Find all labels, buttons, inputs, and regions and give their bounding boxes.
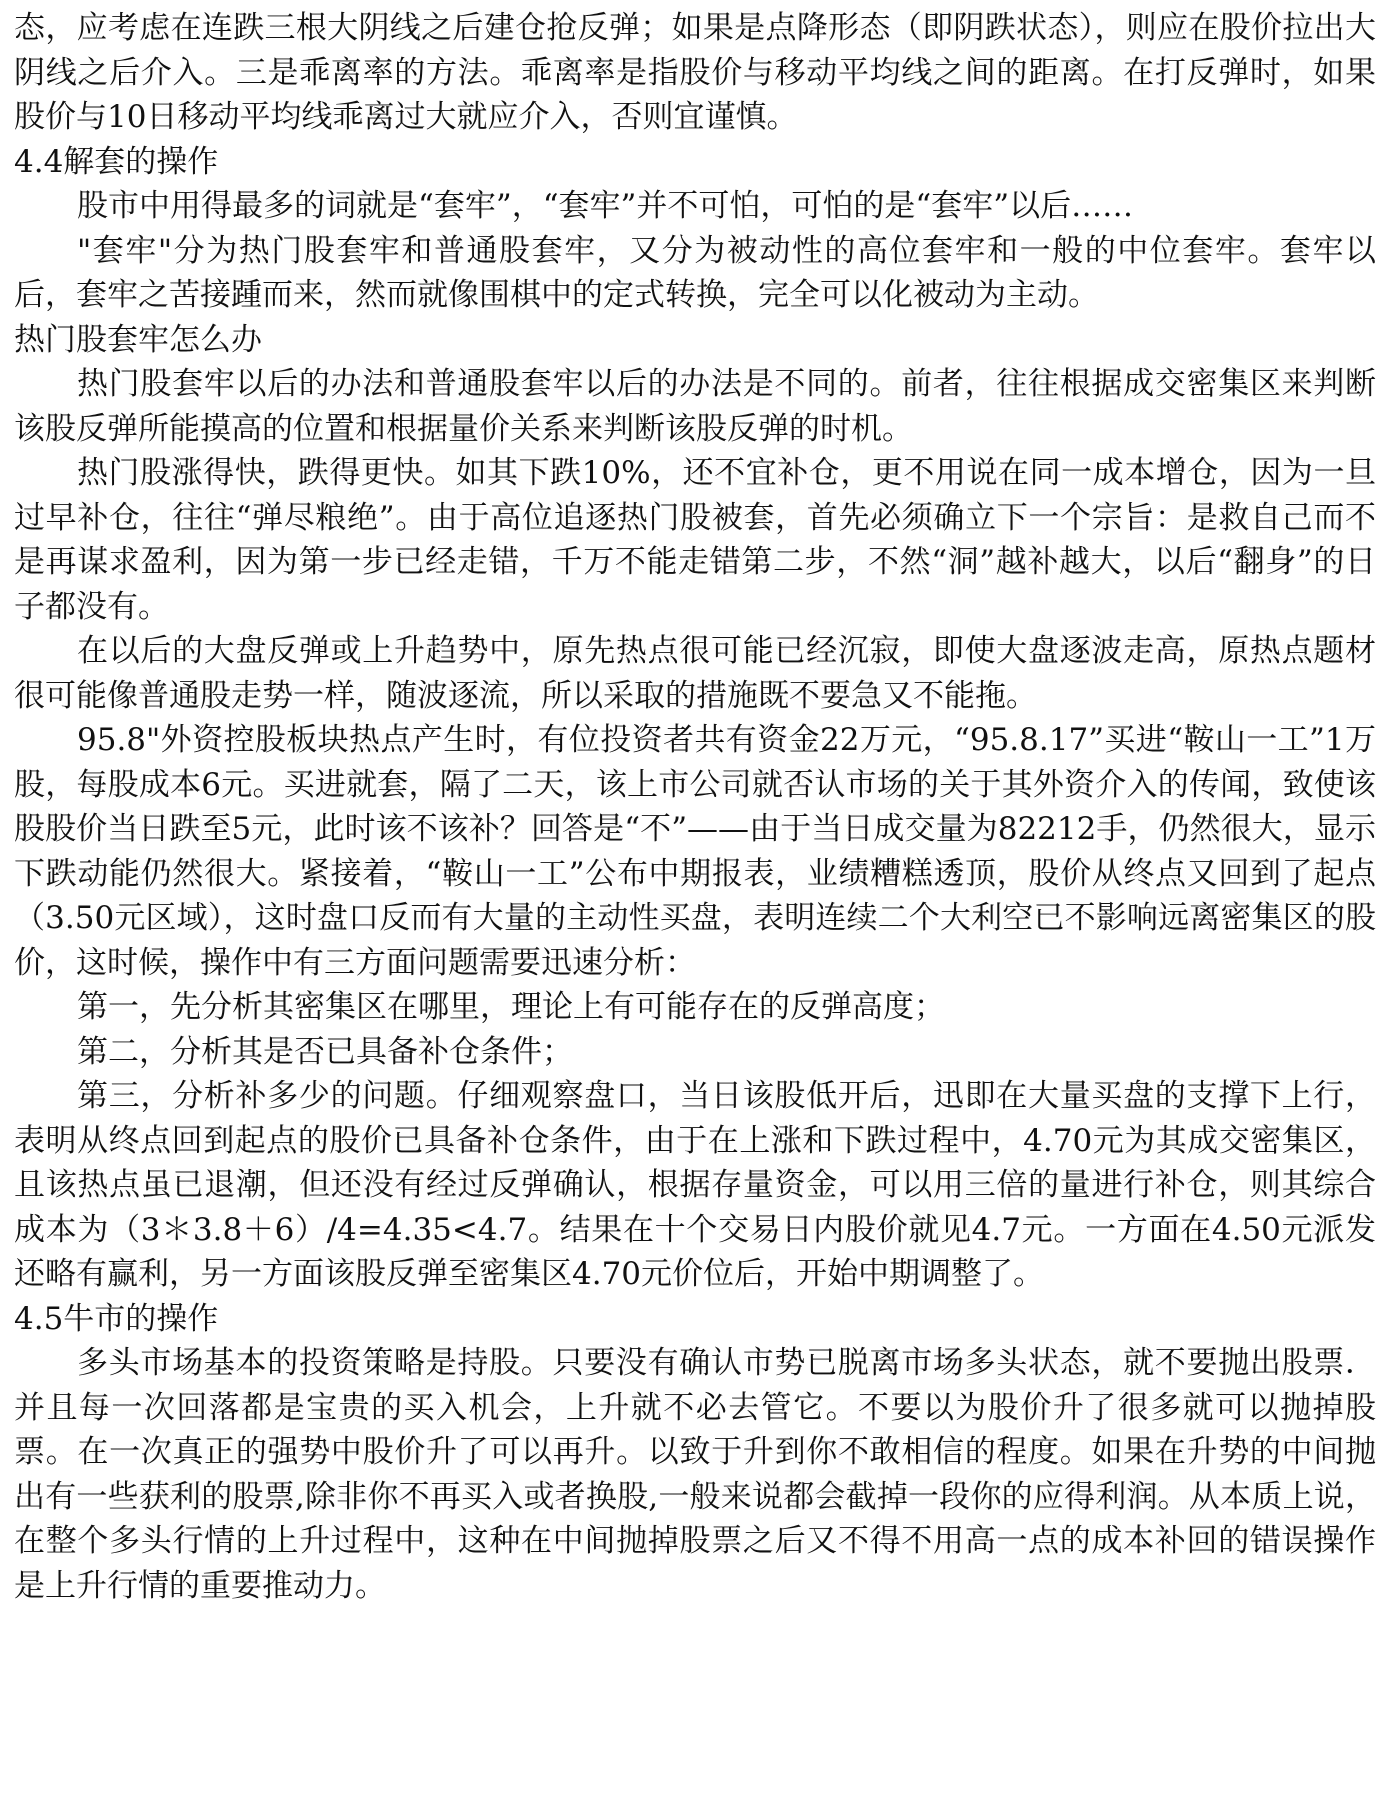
paragraph-continuation: 态，应考虑在连跌三根大阴线之后建仓抢反弹；如果是点降形态（即阴跌状态），则应在股价拉出大阴线之后介入。三是乖离率的方法。乖离率是指股价与移动平均线之间的距离。在打反弹时，如果股价与10日移动平均线乖离过大就应介入，否则宜谨慎。 xyxy=(14,10,1376,135)
paragraph: "套牢"分为热门股套牢和普通股套牢，又分为被动性的高位套牢和一般的中位套牢。套牢以后，套牢之苦接踵而来，然而就像围棋中的定式转换，完全可以化被动为主动。 xyxy=(14,232,1376,313)
paragraph: 股市中用得最多的词就是“套牢”，“套牢”并不可怕，可怕的是“套牢”以后…… xyxy=(77,188,1134,224)
paragraph: 第二，分析其是否已具备补仓条件； xyxy=(77,1033,573,1070)
document-page xyxy=(14,6,1376,1608)
subsection-heading: 热门股套牢怎么办 xyxy=(14,321,262,358)
section-heading-4-5: 4.5牛市的操作 xyxy=(14,1300,219,1337)
section-heading-4-4: 4.4解套的操作 xyxy=(14,143,219,180)
paragraph: 在以后的大盘反弹或上升趋势中，原先热点很可能已经沉寂，即使大盘逐波走高，原热点题材很可能像普通股走势一样，随波逐流，所以采取的措施既不要急又不能拖。 xyxy=(14,633,1376,714)
paragraph: 多头市场基本的投资策略是持股。只要没有确认市势已脱离市场多头状态，就不要抛出股票．并且每一次回落都是宝贵的买入机会，上升就不必去管它。不要以为股价升了很多就可以抛掉股票。在一次真正的强势中股价升了可以再升。以致于升到你不敢相信的程度。如果在升势的中间抛出有一些获利的股票,除非你不再买入或者换股,一般来说都会截掉一段你的应得利润。从本质上说，在整个多头行情的上升过程中，这种在中间抛掉股票之后又不得不用高一点的成本补回的错误操作是上升行情的重要推动力。 xyxy=(14,1345,1376,1604)
paragraph: 95.8"外资控股板块热点产生时，有位投资者共有资金22万元，“95.8.17”买进“鞍山一工”1万股，每股成本6元。买进就套，隔了二天，该上市公司就否认市场的关于其外资介入的传闻，致使该股股价当日跌至5元，此时该不该补？回答是“不”——由于当日成交量为82212手，仍然很大，显示下跌动能仍然很大。紧接着，“鞍山一工”公布中期报表，业绩糟糕透顶，股价从终点又回到了起点（3.50元区域），这时盘口反而有大量的主动性买盘，表明连续二个大利空已不影响远离密集区的股价，这时候，操作中有三方面问题需要迅速分析： xyxy=(14,722,1376,981)
paragraph: 热门股涨得快，跌得更快。如其下跌10%，还不宜补仓，更不用说在同一成本增仓，因为一旦过早补仓，往往“弹尽粮绝”。由于高位追逐热门股被套，首先必须确立下一个宗旨：是救自己而不是再谋求盈利，因为第一步已经走错，千万不能走错第二步，不然“洞”越补越大，以后“翻身”的日子都没有。 xyxy=(14,455,1376,625)
paragraph: 第一，先分析其密集区在哪里，理论上有可能存在的反弹高度； xyxy=(77,989,945,1025)
paragraph: 热门股套牢以后的办法和普通股套牢以后的办法是不同的。前者，往往根据成交密集区来判断该股反弹所能摸高的位置和根据量价关系来判断该股反弹的时机。 xyxy=(14,366,1376,447)
paragraph: 第三，分析补多少的问题。仔细观察盘口，当日该股低开后，迅即在大量买盘的支撑下上行，表明从终点回到起点的股价已具备补仓条件，由于在上涨和下跌过程中，4.70元为其成交密集区，且该热点虽已退潮，但还没有经过反弹确认，根据存量资金，可以用三倍的量进行补仓，则其综合成本为（3＊3.8＋6）/4=4.35<4.7。结果在十个交易日内股价就见4.7元。一方面在4.50元派发还略有赢利，另一方面该股反弹至密集区4.70元价位后，开始中期调整了。 xyxy=(14,1078,1376,1292)
